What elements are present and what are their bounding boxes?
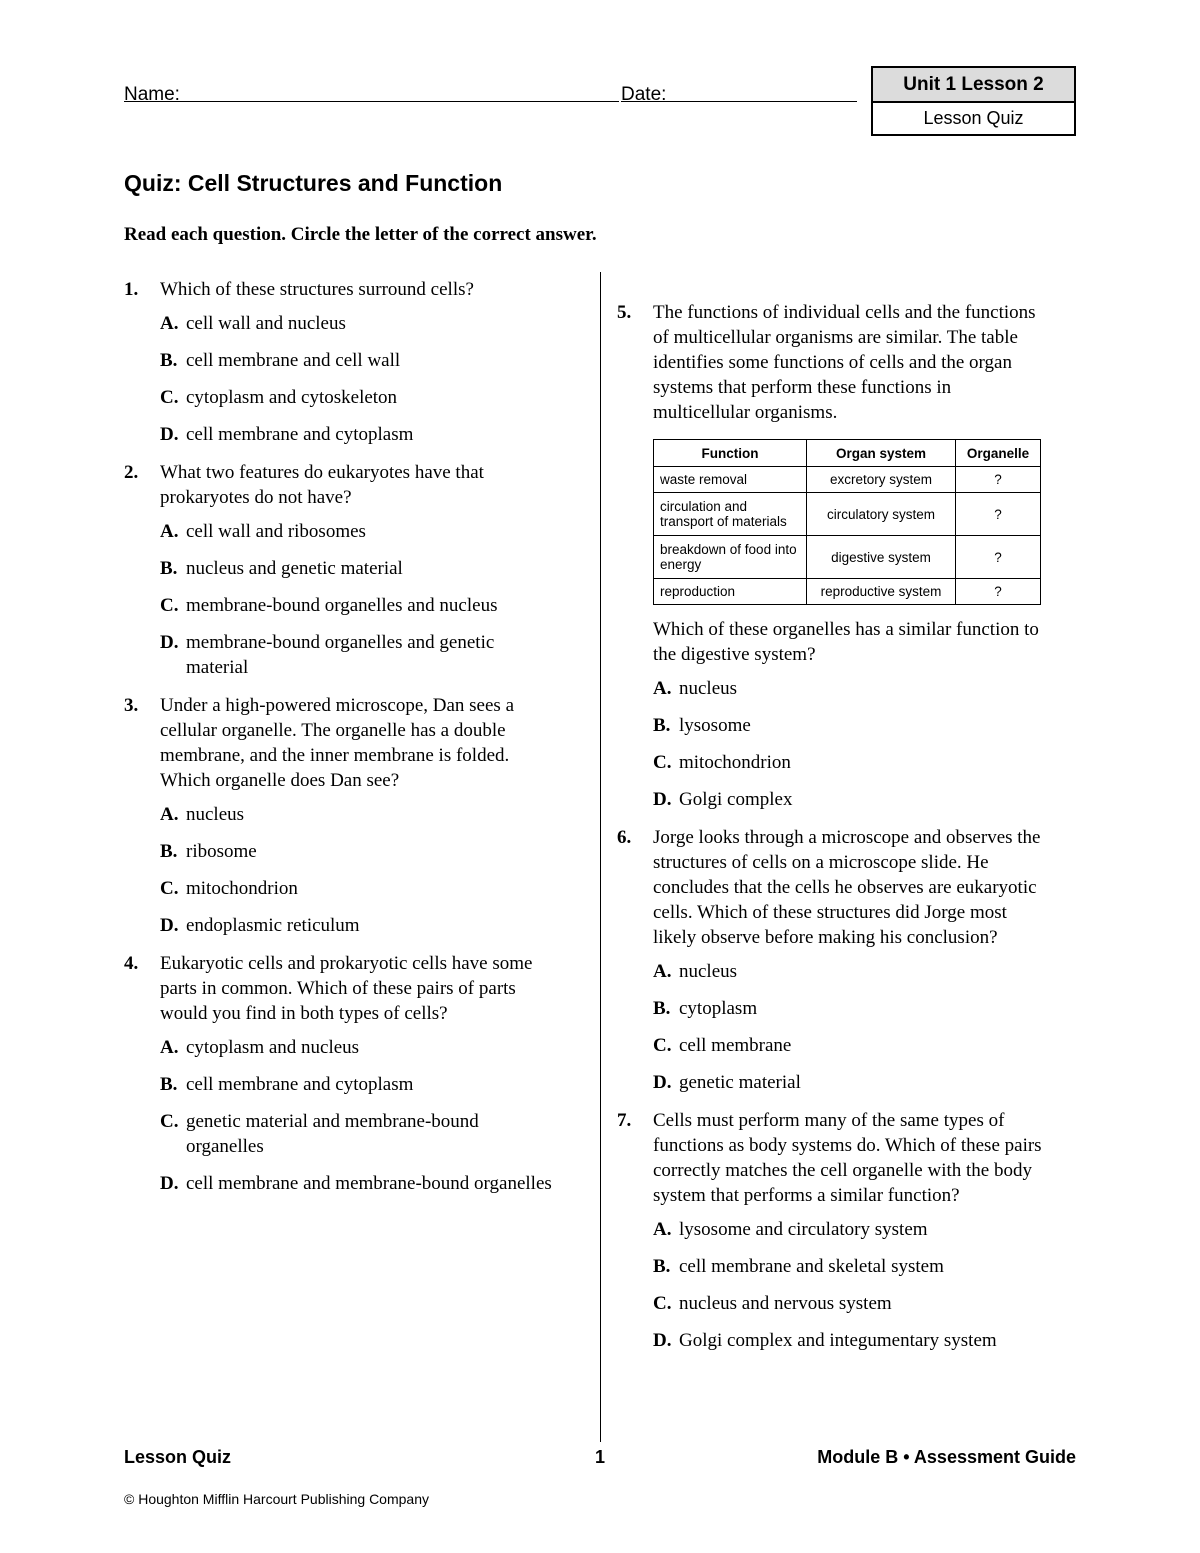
question-text: Jorge looks through a microscope and observes the structures of cells on a microscope slide. He concludes that the cells he observes are eukaryotic cells. Which of these structures did Jorge most likely observe before making his conclusion? xyxy=(653,827,1041,948)
answer-option-d[interactable] xyxy=(653,1328,1047,1353)
option-text: cell wall and ribosomes xyxy=(186,521,366,542)
question-text: Cells must perform many of the same types of functions as body systems do. Which of these pairs correctly matches the cell organelle with the body system that performs a similar function? xyxy=(653,1110,1042,1206)
page-title: Quiz: Cell Structures and Function xyxy=(124,170,503,196)
table-cell: breakdown of food into energy xyxy=(654,536,807,579)
option-text: cell membrane and skeletal system xyxy=(679,1256,944,1277)
option-text: membrane-bound organelles and nucleus xyxy=(186,595,498,616)
table-header: Function xyxy=(654,440,807,467)
option-text: nucleus and genetic material xyxy=(186,558,403,579)
answer-option-c[interactable] xyxy=(653,750,1047,775)
table-cell: ? xyxy=(956,579,1041,605)
name-blank-line[interactable] xyxy=(124,101,619,102)
option-letter: B. xyxy=(160,558,178,579)
option-letter: D. xyxy=(653,789,672,810)
table-cell: ? xyxy=(956,493,1041,536)
option-letter: D. xyxy=(160,1173,179,1194)
answer-option-a[interactable] xyxy=(653,959,1047,984)
option-letter: D. xyxy=(653,1330,672,1351)
unit-lesson-label: Unit 1 Lesson 2 xyxy=(873,68,1074,103)
answer-option-b[interactable] xyxy=(653,1254,1047,1279)
column-divider xyxy=(600,272,601,1442)
table-cell: reproductive system xyxy=(807,579,956,605)
table-row xyxy=(654,467,1041,493)
option-letter: D. xyxy=(160,424,179,445)
option-text: lysosome and circulatory system xyxy=(679,1219,928,1240)
option-letter: B. xyxy=(160,1074,178,1095)
option-text: cell membrane and cytoplasm xyxy=(186,1074,414,1095)
unit-lesson-box xyxy=(871,66,1076,136)
option-text: membrane-bound organelles and genetic material xyxy=(186,632,495,678)
question-number: 4. xyxy=(124,953,139,974)
option-text: ribosome xyxy=(186,841,257,862)
option-letter: C. xyxy=(653,1035,672,1056)
option-text: genetic material and membrane-bound organelles xyxy=(186,1111,479,1157)
answer-option-d[interactable] xyxy=(653,787,1047,812)
option-letter: B. xyxy=(160,841,178,862)
option-letter: D. xyxy=(160,632,179,653)
question-text: The functions of individual cells and the functions of multicellular organisms are similar. The table identifies some functions of cells and the organ systems that perform these functions in multicellular organisms. xyxy=(653,302,1036,423)
question-text: Eukaryotic cells and prokaryotic cells have some parts in common. Which of these pairs of parts would you find in both types of cells? xyxy=(160,953,533,1024)
left-column xyxy=(124,277,554,1209)
option-letter: B. xyxy=(160,350,178,371)
question-number: 3. xyxy=(124,695,139,716)
option-letter: D. xyxy=(160,915,179,936)
question-number: 5. xyxy=(617,302,632,323)
option-text: genetic material xyxy=(679,1072,801,1093)
table-cell: ? xyxy=(956,467,1041,493)
question-text: Which of these structures surround cells? xyxy=(160,279,474,300)
option-letter: B. xyxy=(653,1256,671,1277)
answer-option-b[interactable] xyxy=(160,1072,554,1097)
table-row xyxy=(654,536,1041,579)
option-letter: A. xyxy=(653,961,672,982)
date-blank-line[interactable] xyxy=(621,101,857,102)
question-2 xyxy=(124,460,554,680)
table-cell: waste removal xyxy=(654,467,807,493)
table-header: Organelle xyxy=(956,440,1041,467)
table-header-row xyxy=(654,440,1041,467)
quiz-type-label: Lesson Quiz xyxy=(923,108,1024,128)
option-letter: C. xyxy=(653,752,672,773)
copyright-notice: © Houghton Mifflin Harcourt Publishing Company xyxy=(124,1491,429,1507)
footer-module-label: Module B • Assessment Guide xyxy=(817,1447,1076,1467)
option-text: cytoplasm xyxy=(679,998,758,1019)
option-text: cell membrane and cell wall xyxy=(186,350,401,371)
table-cell: digestive system xyxy=(807,536,956,579)
answer-option-b[interactable] xyxy=(653,996,1047,1021)
answer-option-d[interactable] xyxy=(160,1171,554,1196)
option-letter: A. xyxy=(653,1219,672,1240)
option-letter: C. xyxy=(160,595,179,616)
question-1 xyxy=(124,277,554,447)
question-7 xyxy=(617,1108,1047,1353)
option-letter: B. xyxy=(653,715,671,736)
option-text: nucleus xyxy=(679,678,738,699)
date-label: Date: xyxy=(621,84,667,105)
answer-option-c[interactable] xyxy=(160,385,554,410)
footer-lesson-quiz: Lesson Quiz xyxy=(124,1447,232,1467)
answer-option-b[interactable] xyxy=(160,556,554,581)
question-3 xyxy=(124,693,554,938)
question-number: 6. xyxy=(617,827,632,848)
option-letter: A. xyxy=(653,678,672,699)
option-letter: C. xyxy=(160,878,179,899)
instructions: Read each question. Circle the letter of the correct answer. xyxy=(124,224,597,245)
answer-option-c[interactable] xyxy=(160,876,554,901)
answer-option-d[interactable] xyxy=(160,630,554,680)
option-text: cytoplasm and cytoskeleton xyxy=(186,387,398,408)
option-letter: A. xyxy=(160,1037,179,1058)
option-text: Golgi complex and integumentary system xyxy=(679,1330,997,1351)
option-text: cell membrane and cytoplasm xyxy=(186,424,414,445)
table-cell: ? xyxy=(956,536,1041,579)
option-text: endoplasmic reticulum xyxy=(186,915,360,936)
option-text: nucleus and nervous system xyxy=(679,1293,892,1314)
option-text: Golgi complex xyxy=(679,789,793,810)
question-6 xyxy=(617,825,1047,1095)
option-letter: C. xyxy=(160,1111,179,1132)
option-text: lysosome xyxy=(679,715,751,736)
answer-option-c[interactable] xyxy=(653,1291,1047,1316)
answer-option-c[interactable] xyxy=(160,593,554,618)
answer-option-a[interactable] xyxy=(653,676,1047,701)
answer-option-b[interactable] xyxy=(653,713,1047,738)
question-4 xyxy=(124,951,554,1196)
answer-option-d[interactable] xyxy=(653,1070,1047,1095)
question-text: Under a high-powered microscope, Dan sees a cellular organelle. The organelle has a double membrane, and the inner membrane is folded. Which organelle does Dan see? xyxy=(160,695,515,791)
answer-option-d[interactable] xyxy=(160,913,554,938)
question-number: 7. xyxy=(617,1110,632,1131)
answer-option-a[interactable] xyxy=(653,1217,1047,1242)
answer-option-a[interactable] xyxy=(160,802,554,827)
option-text: mitochondrion xyxy=(679,752,791,773)
table-row xyxy=(654,493,1041,536)
option-text: cell membrane and membrane-bound organelles xyxy=(186,1173,552,1194)
table-cell: reproduction xyxy=(654,579,807,605)
answer-option-c[interactable] xyxy=(653,1033,1047,1058)
function-table xyxy=(653,439,1041,605)
right-column xyxy=(617,300,1047,1366)
option-text: cell wall and nucleus xyxy=(186,313,346,334)
option-letter: A. xyxy=(160,521,179,542)
question-followup-text: Which of these organelles has a similar function to the digestive system? xyxy=(653,619,1039,665)
answer-option-b[interactable] xyxy=(160,839,554,864)
question-5 xyxy=(617,300,1047,812)
answer-option-a[interactable] xyxy=(160,311,554,336)
option-letter: B. xyxy=(653,998,671,1019)
answer-option-b[interactable] xyxy=(160,348,554,373)
answer-option-c[interactable] xyxy=(160,1109,554,1159)
option-text: cytoplasm and nucleus xyxy=(186,1037,360,1058)
table-cell: excretory system xyxy=(807,467,956,493)
option-text: nucleus xyxy=(679,961,738,982)
option-letter: C. xyxy=(653,1293,672,1314)
question-number: 1. xyxy=(124,279,139,300)
table-cell: circulation and transport of materials xyxy=(654,493,807,536)
question-text: What two features do eukaryotes have that prokaryotes do not have? xyxy=(160,462,484,508)
option-letter: A. xyxy=(160,313,179,334)
name-label: Name: xyxy=(124,84,180,105)
answer-option-a[interactable] xyxy=(160,519,554,544)
option-letter: A. xyxy=(160,804,179,825)
option-text: cell membrane xyxy=(679,1035,792,1056)
option-text: mitochondrion xyxy=(186,878,298,899)
answer-option-a[interactable] xyxy=(160,1035,554,1060)
table-cell: circulatory system xyxy=(807,493,956,536)
option-letter: D. xyxy=(653,1072,672,1093)
table-header: Organ system xyxy=(807,440,956,467)
option-text: nucleus xyxy=(186,804,245,825)
question-number: 2. xyxy=(124,462,139,483)
page-number: 1 xyxy=(595,1447,606,1467)
option-letter: C. xyxy=(160,387,179,408)
answer-option-d[interactable] xyxy=(160,422,554,447)
table-row xyxy=(654,579,1041,605)
